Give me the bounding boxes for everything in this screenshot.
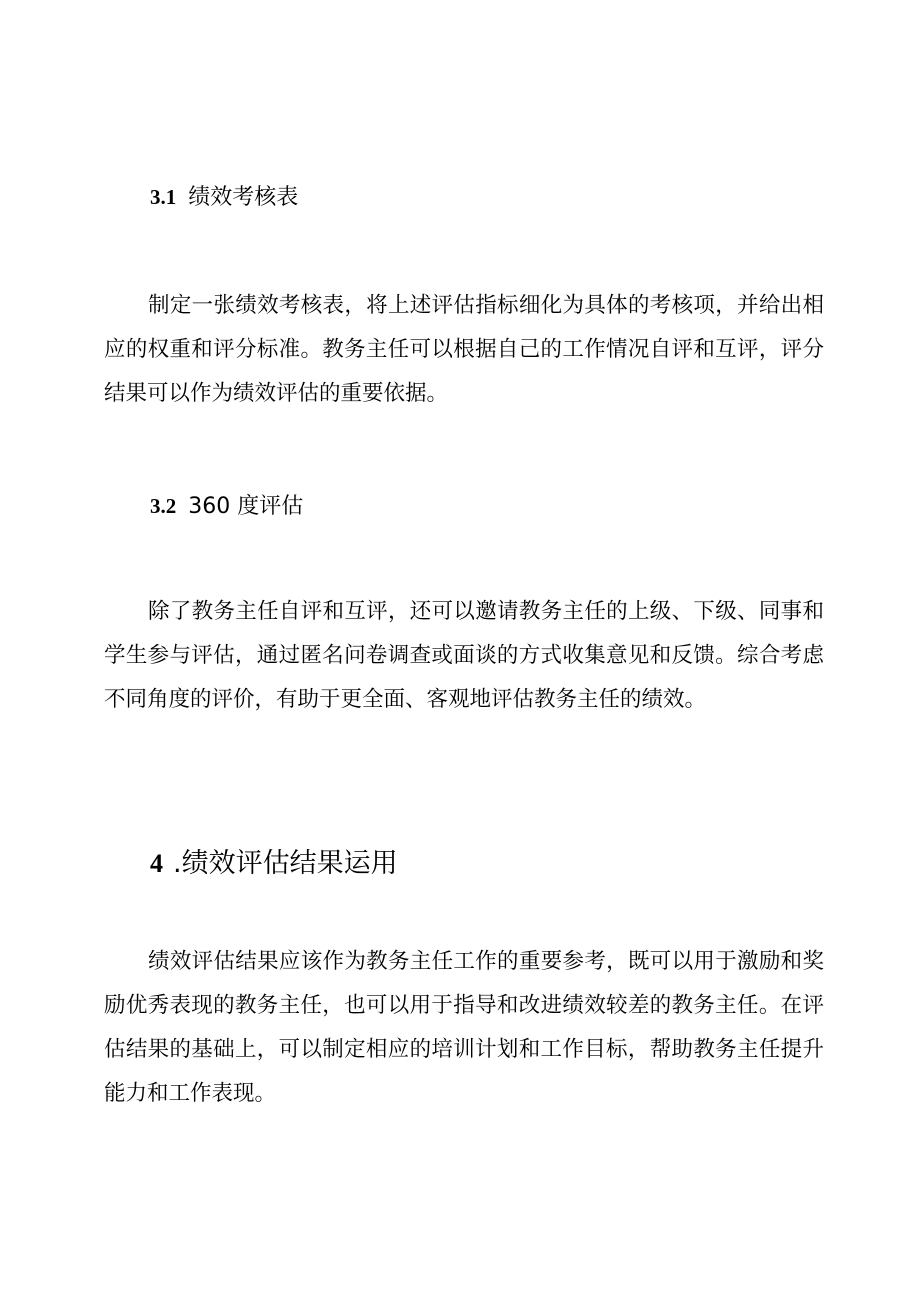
section-3-1-paragraph: 制定一张绩效考核表，将上述评估指标细化为具体的考核项，并给出相应的权重和评分标准。教务主任可以根据自己的工作情况自评和互评，评分结果可以作为绩效评估的重要依据。	[104, 293, 824, 406]
section-3-2-paragraph: 除了教务主任自评和互评，还可以邀请教务主任的上级、下级、同事和学生参与评估，通过匿名问卷调查或面谈的方式收集意见和反馈。综合考虑不同角度的评价，有助于更全面、客观地评估教务主任的绩效。	[104, 599, 824, 712]
section-3-1-title: 绩效考核表	[188, 185, 299, 210]
section-3-1-heading	[150, 182, 298, 213]
section-3-2-heading	[150, 491, 303, 522]
section-4-number: 4	[150, 849, 163, 878]
section-3-1-number: 3.1	[150, 185, 177, 209]
section-3-2-number: 3.2	[150, 494, 177, 518]
section-4-title: .绩效评估结果运用	[173, 848, 398, 879]
section-3-2-title: 360 度评估	[188, 494, 304, 519]
section-4-paragraph: 绩效评估结果应该作为教务主任工作的重要参考，既可以用于激励和奖励优秀表现的教务主任，也可以用于指导和改进绩效较差的教务主任。在评估结果的基础上，可以制定相应的培训计划和工作目标，帮助教务主任提升能力和工作表现。	[104, 949, 824, 1106]
section-4-heading	[150, 846, 398, 882]
